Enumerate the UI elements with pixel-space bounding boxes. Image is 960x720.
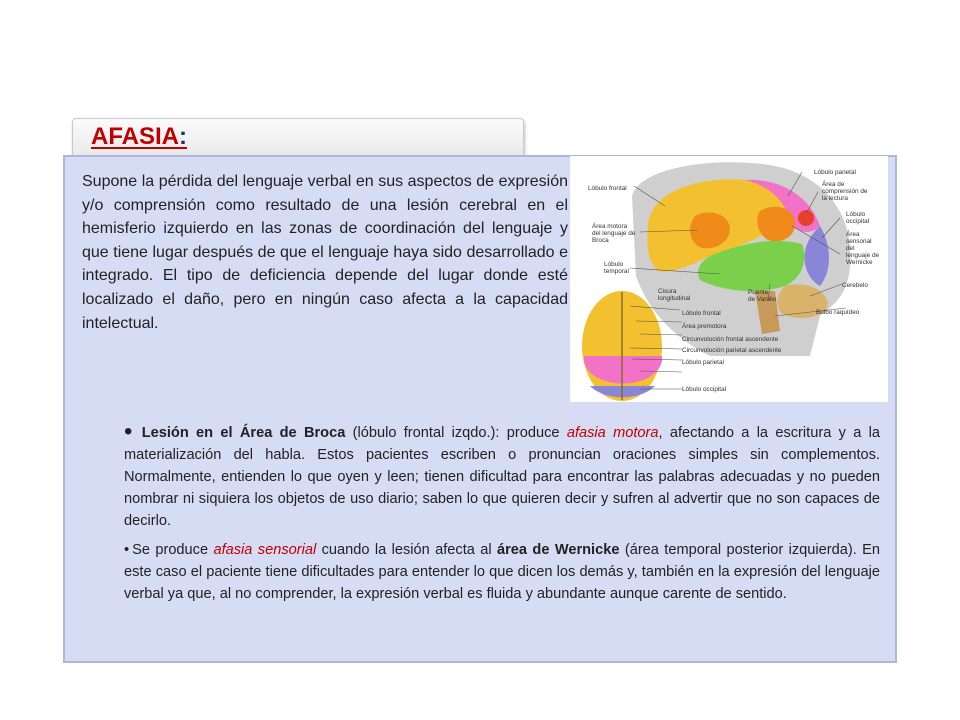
label-area-sensorial-1: Área xyxy=(846,231,860,238)
label-area-motora-1: Área motora xyxy=(592,223,628,230)
bullet-list xyxy=(124,418,880,612)
intro-paragraph: Supone la pérdida del lenguaje verbal en sus aspectos de expresión y/o comprensión como resultado de una lesión cerebral en el hemisferio izquierdo en las zonas de coordinación del lenguaje y que tiene lugar después de que el lenguaje haya sido desarrollado e integrado. El tipo de deficiencia depende del lugar donde esté localizado el daño, pero en ningún caso afecta a la capacidad intelectual. xyxy=(82,173,568,332)
label-lobulo-occipital-2: occipital xyxy=(846,218,870,225)
title-word: AFASIA xyxy=(91,123,180,150)
label-circ-frontal: Circunvolución frontal ascendente xyxy=(682,336,779,343)
bullet-broca xyxy=(124,418,880,532)
label-lobulo-occipital-1: Lóbulo xyxy=(846,211,866,218)
label-area-sensorial-2: sensorial xyxy=(846,238,872,245)
bullet-wernicke xyxy=(124,539,880,605)
reading-area xyxy=(798,210,814,226)
label-top-lobulo-frontal: Lóbulo frontal xyxy=(682,310,721,317)
wernicke-term: área de Wernicke xyxy=(497,542,620,558)
wernicke-text-c: (área temporal posterior izquierda). En este caso el paciente tiene dificultades para entender lo que dicen los demás y, también en la expresión del lenguaje verbal ya que, al no comprender, la expresión verbal es fluida y abundante aunque carente de sentido. xyxy=(124,542,880,602)
label-lobulo-frontal: Lóbulo frontal xyxy=(588,185,627,192)
broca-text-b: , afectando a la escritura y a la materialización del habla. Estos pacientes escriben o pronuncian oraciones simples sin complementos. Normalmente, entienden lo que oyen y leen; tienen dificultad para encontrar las palabras adecuadas y no pueden nombrar ni siquiera los objetos de uso diario; saben lo que quieren decir y sufren al advertir que no son capaces de decirlo. xyxy=(124,425,880,529)
label-area-motora-2: del lenguaje de xyxy=(592,230,636,237)
label-area-comprension-3: la lectura xyxy=(822,195,848,202)
broca-text-a: (lóbulo frontal izqdo.): produce xyxy=(345,425,567,441)
title-bar xyxy=(72,118,524,158)
label-cerebelo: Cerebelo xyxy=(842,282,868,289)
afasia-sensorial-term: afasia sensorial xyxy=(213,542,317,558)
title-colon: : xyxy=(179,123,188,150)
bullet-dot: • xyxy=(124,542,130,558)
label-top-lobulo-occipital: Lóbulo occipital xyxy=(682,386,727,393)
label-cisura-2: longitudinal xyxy=(658,295,691,302)
brain-diagram xyxy=(570,156,888,402)
wernicke-text-a: Se produce xyxy=(132,542,214,558)
brain-diagram-svg xyxy=(570,156,888,402)
label-lobulo-temporal-2: temporal xyxy=(604,268,629,275)
label-area-premotora: Área premotora xyxy=(682,323,727,330)
label-puente-1: Puente xyxy=(748,289,769,296)
broca-term: Lesión en el Área de Broca xyxy=(141,425,346,441)
label-circ-parietal: Circunvolución parietal ascendente xyxy=(682,347,782,354)
label-lobulo-parietal: Lóbulo parietal xyxy=(814,169,856,176)
label-area-sensorial-3: del xyxy=(846,245,855,252)
label-cisura-1: Cisura xyxy=(658,288,677,295)
label-top-lobulo-parietal: Lóbulo parietal xyxy=(682,359,724,366)
label-area-sensorial-4: lenguaje de xyxy=(846,252,880,259)
label-area-motora-3: Broca xyxy=(592,237,609,244)
label-area-comprension-1: Área de xyxy=(822,181,845,188)
label-lobulo-temporal-1: Lóbulo xyxy=(604,261,624,268)
bullet-dot: • xyxy=(124,418,133,445)
wernicke-text-b: cuando la lesión afecta al xyxy=(316,542,497,558)
label-area-sensorial-5: Wernicke xyxy=(846,259,873,266)
label-puente-2: de Varolio xyxy=(748,296,777,303)
slide-title xyxy=(91,123,187,151)
label-area-comprension-2: comprensión de xyxy=(822,188,868,195)
afasia-motora-term: afasia motora xyxy=(566,425,659,441)
label-bulbo-raquideo: Bulbo raquídeo xyxy=(816,309,860,316)
